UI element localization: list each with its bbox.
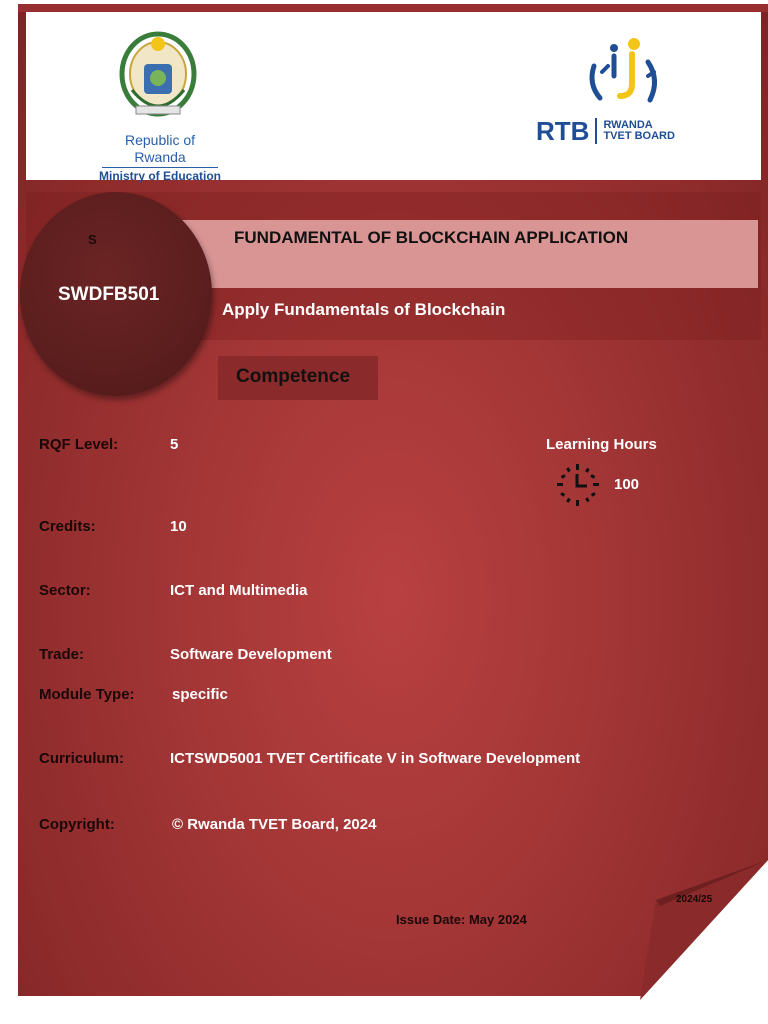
rwanda-coat-of-arms-icon <box>118 30 198 122</box>
trade-value: Software Development <box>170 646 332 663</box>
module-title: FUNDAMENTAL OF BLOCKCHAIN APPLICATION <box>234 228 629 247</box>
credits-label: Credits: <box>39 518 96 535</box>
curriculum-value: ICTSWD5001 TVET Certificate V in Software Development <box>170 750 581 767</box>
copyright-value: © Rwanda TVET Board, 2024 <box>172 816 377 833</box>
sector-value: ICT and Multimedia <box>170 582 308 599</box>
rtb-letters: RTB <box>536 115 590 146</box>
issue-date: Issue Date: May 2024 <box>396 912 527 927</box>
learning-hours-label: Learning Hours <box>546 436 657 453</box>
top-border <box>18 4 768 12</box>
trade-label: Trade: <box>39 646 85 663</box>
gov-line-republic: Republic of Rwanda <box>102 132 218 168</box>
clock-icon <box>555 462 601 508</box>
rtb-figure-icon <box>584 36 664 112</box>
rqf-level-value: 5 <box>170 436 179 453</box>
page-curl-corner <box>640 860 768 1000</box>
rqf-level-label: RQF Level: <box>39 436 119 453</box>
circle-letter: S <box>88 232 97 247</box>
rtb-sub-line1: RWANDA <box>603 119 653 131</box>
copyright-label: Copyright: <box>39 816 115 833</box>
sector-label: Sector: <box>39 582 91 599</box>
learning-hours-value: 100 <box>614 476 640 493</box>
gov-line-ministry: Ministry of Education <box>98 169 221 183</box>
rtb-subtitle <box>603 120 675 142</box>
credits-value: 10 <box>170 518 187 535</box>
curriculum-label: Curriculum: <box>39 750 125 767</box>
module-type-value: specific <box>172 686 228 703</box>
rtb-sub-line2: TVET BOARD <box>603 130 675 142</box>
competence-label: Competence <box>236 366 351 387</box>
module-subtitle: Apply Fundamentals of Blockchain <box>222 300 506 319</box>
module-code: SWDFB501 <box>58 284 160 305</box>
rtb-logo <box>536 114 675 148</box>
rtb-separator <box>595 118 597 144</box>
edition-year: 2024/25 <box>676 894 713 905</box>
government-title <box>80 132 240 185</box>
module-type-label: Module Type: <box>39 686 135 703</box>
